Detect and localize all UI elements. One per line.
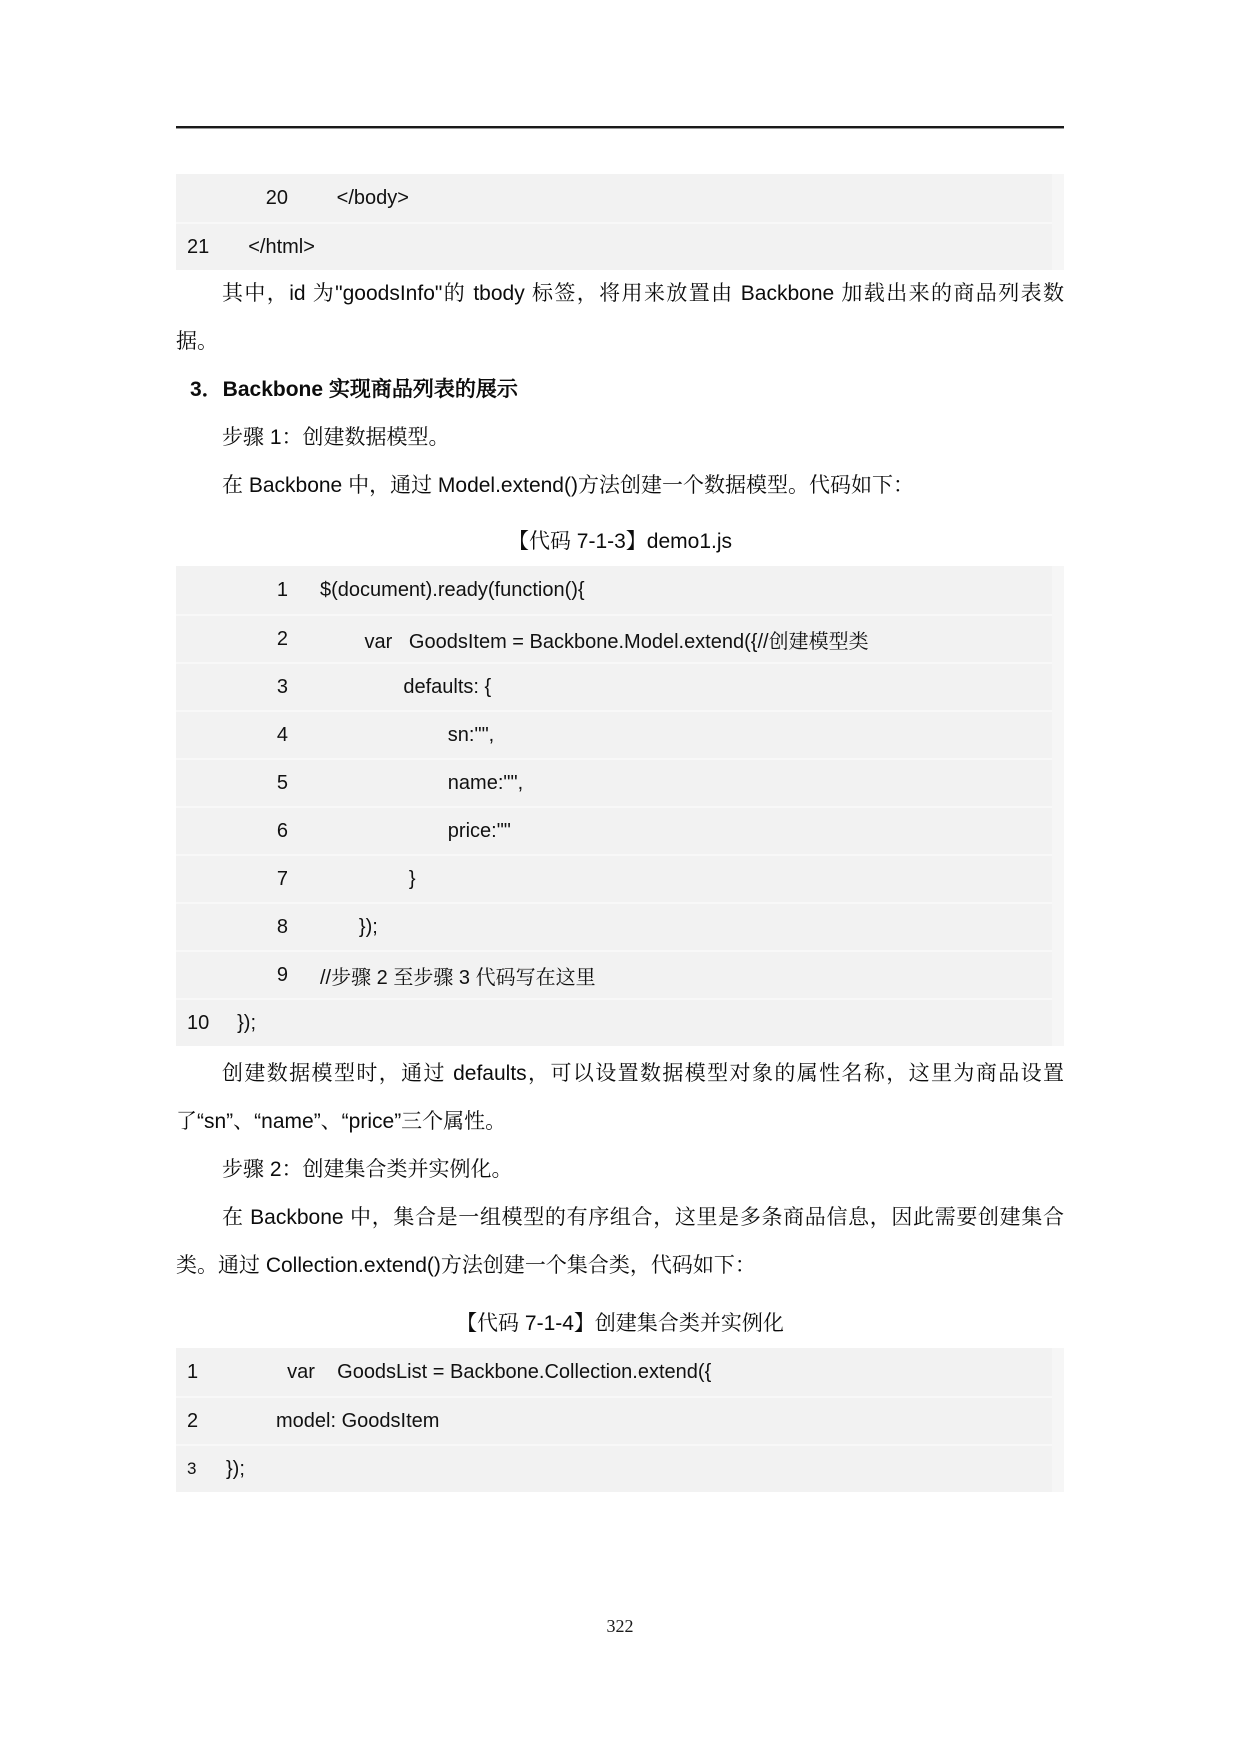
code-block-html-closing-tags	[176, 174, 1064, 270]
code-line-text: </body>	[320, 186, 409, 209]
code-row	[176, 222, 1052, 270]
code-caption-7-1-3: 【代码 7-1-3】demo1.js	[507, 530, 733, 553]
code-block-goodslist-collection	[176, 1348, 1064, 1492]
code-line-text: var GoodsList = Backbone.Collection.extend({	[226, 1360, 712, 1383]
code-line-text: name:"",	[320, 771, 524, 794]
code-line-text: });	[226, 1011, 257, 1034]
code-row	[176, 950, 1052, 998]
code-line-text: </html>	[226, 235, 315, 258]
code-row	[176, 854, 1052, 902]
code-line-number: 20	[265, 186, 288, 209]
code-line-number: 1	[276, 578, 288, 601]
code-line-text: }	[320, 867, 416, 890]
code-line-number: 10	[187, 1011, 210, 1034]
code-row	[176, 566, 1052, 614]
code-line-number: 8	[276, 915, 288, 938]
code-line-text: $(document).ready(function(){	[320, 578, 585, 601]
code-row	[176, 902, 1052, 950]
code-row	[176, 1396, 1052, 1444]
code-line-text: model: GoodsItem	[226, 1409, 440, 1432]
paragraph-defaults: 创建数据模型时，通过 defaults，可以设置数据模型对象的属性名称，这里为商品设置了“sn”、“name”、“price”三个属性。	[176, 1062, 1064, 1133]
page-number: 322	[606, 1616, 634, 1636]
code-line-number: 21	[187, 235, 210, 258]
code-line-number: 1	[187, 1360, 199, 1383]
code-caption-7-1-4: 【代码 7-1-4】创建集合类并实例化	[456, 1312, 784, 1335]
code-line-text: var GoodsItem = Backbone.Model.extend({//创建模型类	[320, 630, 869, 653]
code-line-number: 2	[187, 1409, 199, 1432]
section-heading: 3．Backbone 实现商品列表的展示	[190, 378, 518, 401]
code-line-text: });	[320, 915, 378, 938]
code-line-number: 3	[276, 675, 288, 698]
code-row	[176, 614, 1052, 662]
code-block-demo1-js	[176, 566, 1064, 1046]
code-line-number: 3	[187, 1459, 197, 1478]
code-row	[176, 1348, 1052, 1396]
code-row	[176, 806, 1052, 854]
header-rule	[176, 126, 1064, 129]
code-row	[176, 662, 1052, 710]
step-2-text: 步骤 2：创建集合类并实例化。	[222, 1158, 513, 1181]
code-row	[176, 710, 1052, 758]
code-line-number: 2	[276, 627, 288, 650]
code-line-number: 4	[276, 723, 288, 746]
code-row	[176, 758, 1052, 806]
paragraph-collection: 在 Backbone 中，集合是一组模型的有序组合，这里是多条商品信息，因此需要创建集合类。通过 Collection.extend()方法创建一个集合类，代码如下：	[176, 1206, 1064, 1277]
code-line-number: 6	[276, 819, 288, 842]
code-row	[176, 1444, 1052, 1492]
step-1-text: 步骤 1：创建数据模型。	[222, 426, 450, 449]
paragraph-model-extend: 在 Backbone 中，通过 Model.extend()方法创建一个数据模型。代码如下：	[222, 474, 914, 497]
code-line-text: price:""	[320, 819, 511, 842]
code-line-number: 7	[276, 867, 288, 890]
code-line-number: 5	[276, 771, 288, 794]
code-line-text: //步骤 2 至步骤 3 代码写在这里	[320, 966, 596, 989]
code-line-text: defaults: {	[320, 675, 492, 698]
code-line-number: 9	[276, 963, 288, 986]
code-line-text: });	[226, 1457, 245, 1480]
code-row	[176, 174, 1052, 222]
paragraph-goodsinfo: 其中，id 为"goodsInfo"的 tbody 标签，将用来放置由 Backbone 加载出来的商品列表数据。	[176, 282, 1064, 353]
code-line-text: sn:"",	[320, 723, 495, 746]
code-row	[176, 998, 1052, 1046]
